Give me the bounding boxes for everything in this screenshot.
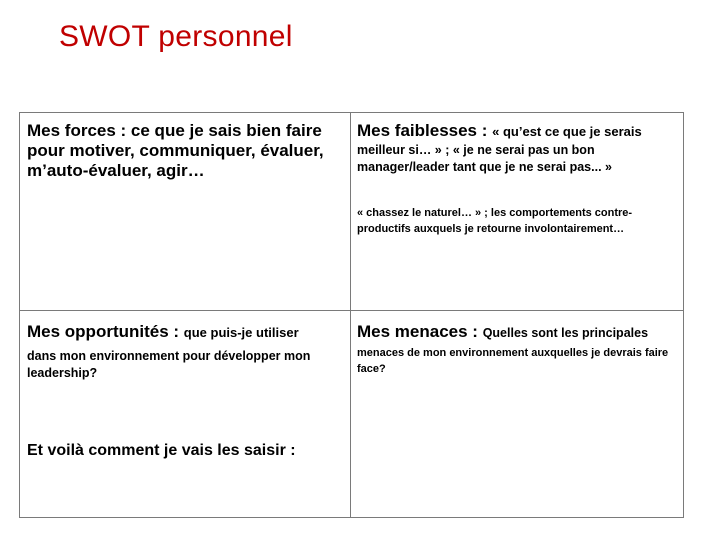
swot-grid bbox=[19, 112, 684, 518]
threats-heading: Mes menaces : bbox=[357, 322, 483, 341]
slide-title: SWOT personnel bbox=[59, 20, 293, 53]
threats-quadrant bbox=[357, 322, 679, 377]
weaknesses-heading: Mes faiblesses : bbox=[357, 121, 493, 140]
weaknesses-quadrant bbox=[357, 121, 679, 176]
opportunities-action-line: Et voilà comment je vais les saisir : bbox=[27, 442, 296, 459]
opportunities-quadrant bbox=[27, 322, 347, 382]
grid-vertical-divider bbox=[350, 113, 351, 517]
opportunities-question-cont: dans mon environnement pour développer mon leadership? bbox=[27, 349, 311, 380]
threats-question-cont: menaces de mon environnement auxquelles je devrais faire face? bbox=[357, 347, 669, 375]
opportunities-question: que puis-je utiliser bbox=[183, 325, 299, 340]
grid-horizontal-divider bbox=[20, 310, 683, 311]
strengths-quadrant: Mes forces : ce que je sais bien faire pour motiver, communiquer, évaluer, m’auto-évaluer, agir… bbox=[27, 121, 324, 180]
threats-question: Quelles sont les principales bbox=[482, 326, 649, 340]
weaknesses-question: « qu’est ce que je serais bbox=[492, 124, 642, 139]
opportunities-heading: Mes opportunités : bbox=[27, 322, 184, 341]
weaknesses-note: « chassez le naturel… » ; les comportements contre-productifs auxquels je retourne involontairement… bbox=[357, 207, 633, 235]
weaknesses-question-cont: meilleur si… » ; « je ne serai pas un bon manager/leader tant que je ne serai pas... » bbox=[357, 143, 612, 174]
